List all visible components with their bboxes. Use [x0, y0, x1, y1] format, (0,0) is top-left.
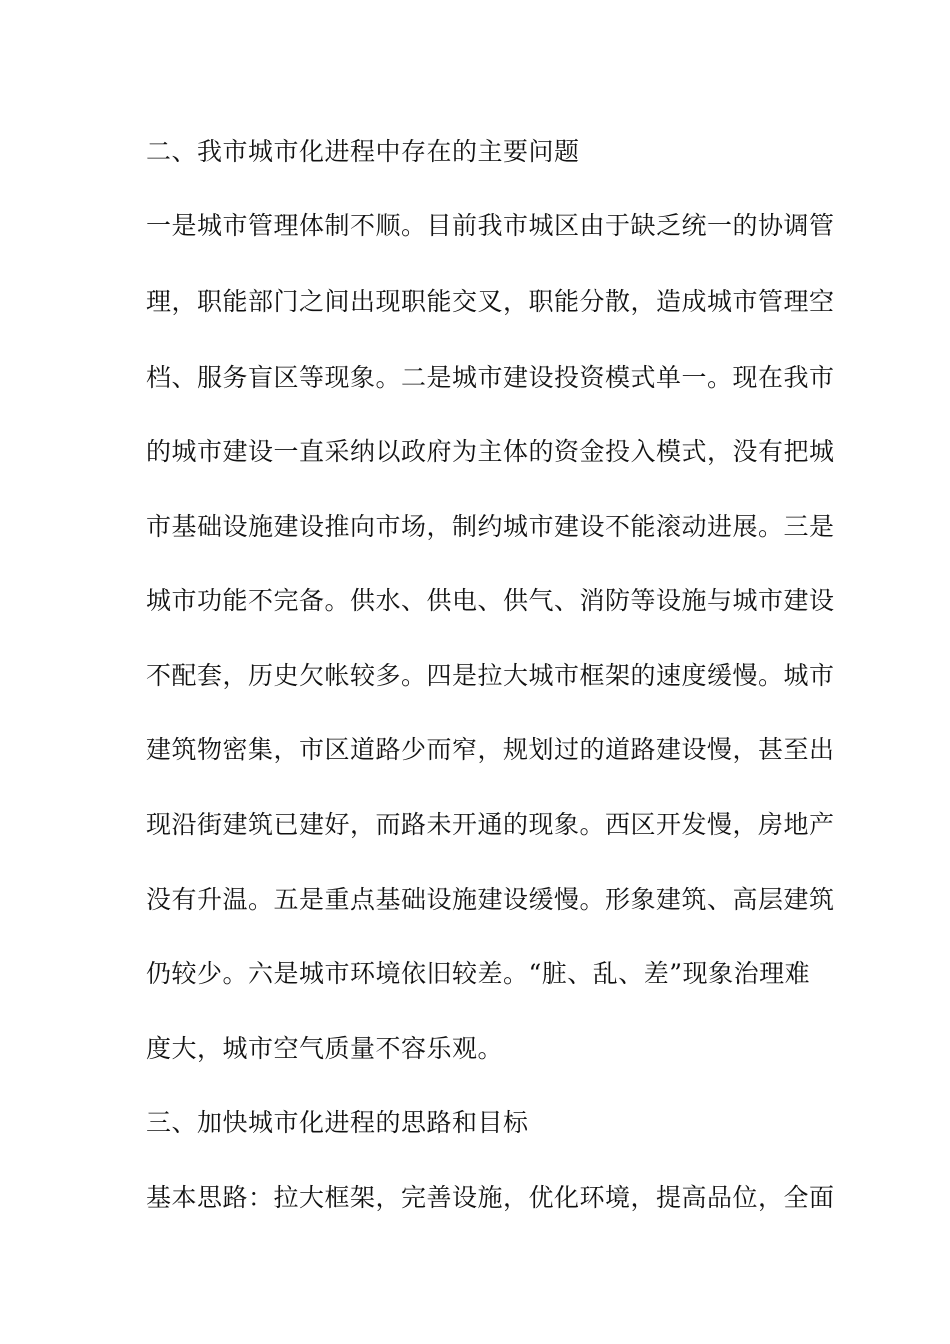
paragraph-line: 一是城市管理体制不顺。目前我市城区由于缺乏统一的协调管	[146, 211, 835, 240]
paragraph-line: 档、服务盲区等现象。二是城市建设投资模式单一。现在我市	[146, 363, 835, 392]
section-heading-3: 三、加快城市化进程的思路和目标	[146, 1108, 529, 1137]
paragraph-line: 理，职能部门之间出现职能交叉，职能分散，造成城市管理空	[146, 287, 835, 316]
paragraph-line: 现沿街建筑已建好，而路未开通的现象。西区开发慢，房地产	[146, 810, 835, 839]
paragraph-line: 基本思路：拉大框架，完善设施，优化环境，提高品位，全面	[146, 1183, 835, 1212]
paragraph-line-last: 度大，城市空气质量不容乐观。	[146, 1034, 504, 1063]
paragraph-line: 不配套，历史欠帐较多。四是拉大城市框架的速度缓慢。城市	[146, 661, 835, 690]
section-heading-2: 二、我市城市化进程中存在的主要问题	[146, 137, 580, 166]
paragraph-line: 城市功能不完备。供水、供电、供气、消防等设施与城市建设	[146, 586, 835, 615]
paragraph-line: 的城市建设一直采纳以政府为主体的资金投入模式，没有把城	[146, 437, 835, 466]
paragraph-line: 市基础设施建设推向市场，制约城市建设不能滚动进展。三是	[146, 512, 835, 541]
paragraph-line: 仍较少。六是城市环境依旧较差。“脏、乱、差”现象治理难	[146, 959, 811, 988]
paragraph-line: 没有升温。五是重点基础设施建设缓慢。形象建筑、高层建筑	[146, 885, 835, 914]
paragraph-line: 建筑物密集，市区道路少而窄，规划过的道路建设慢，甚至出	[146, 735, 835, 764]
